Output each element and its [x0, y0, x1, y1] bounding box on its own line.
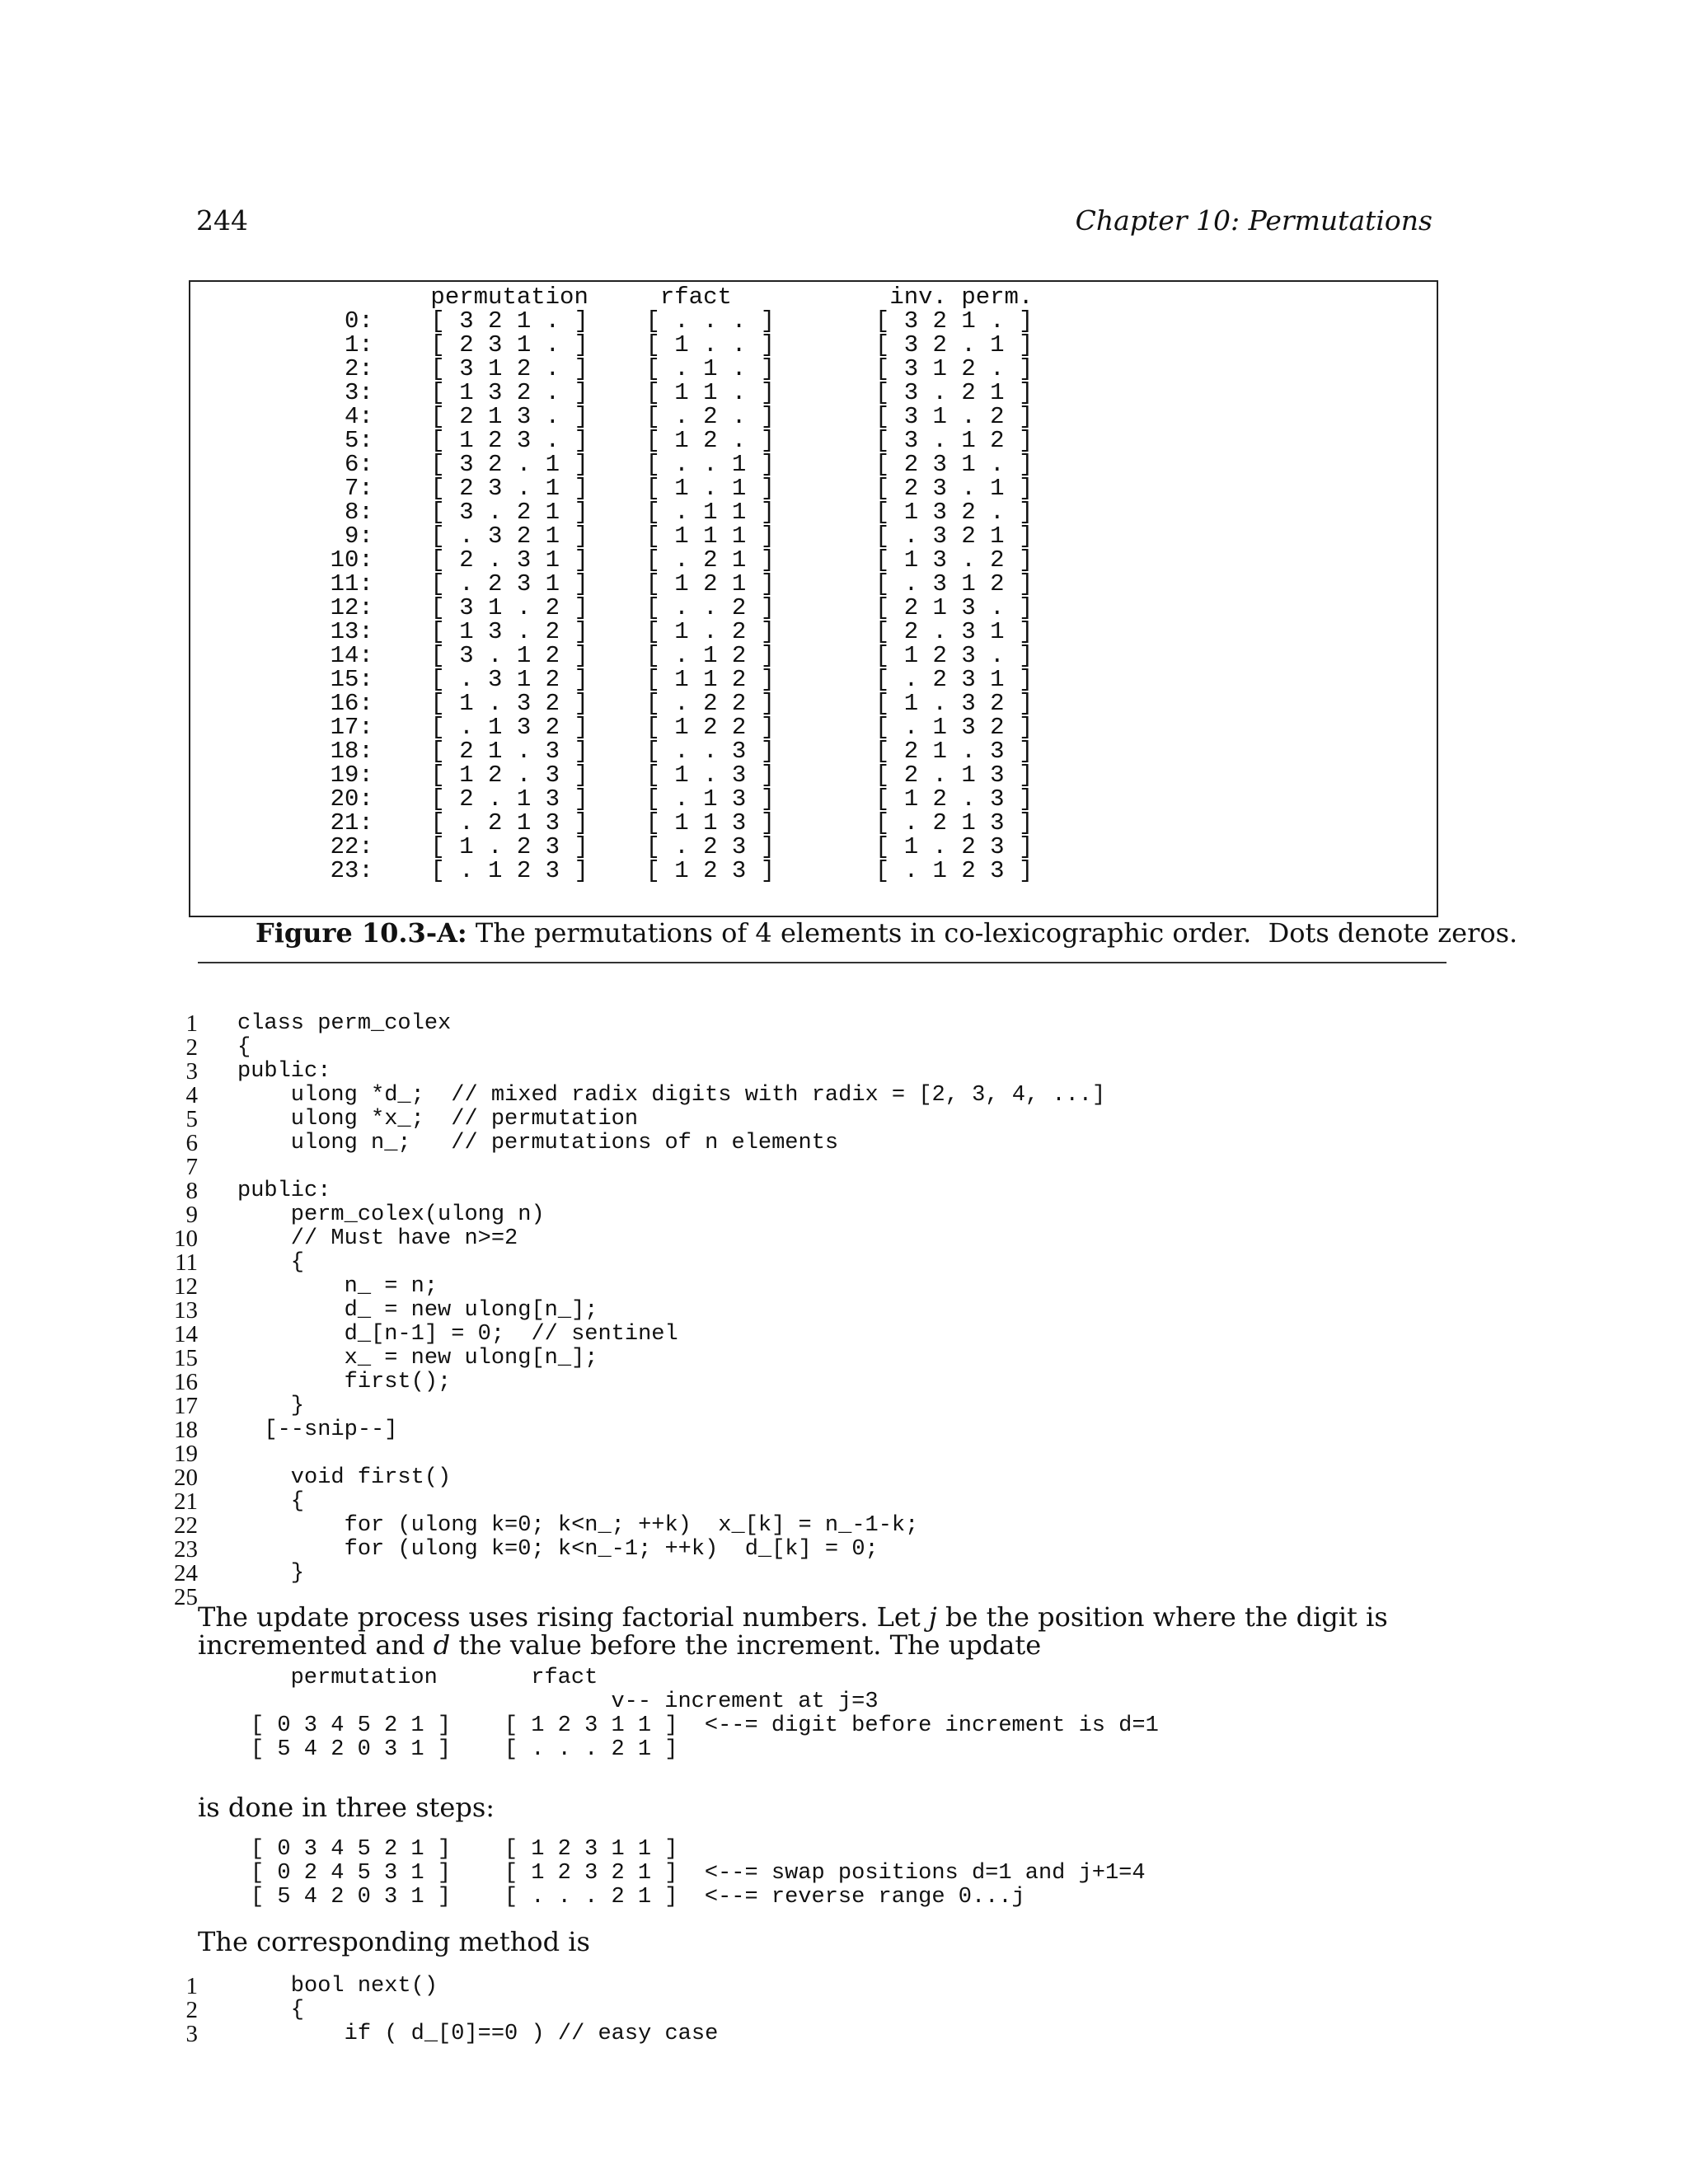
paragraph-three-steps: is done in three steps: — [198, 1792, 495, 1823]
figure-caption — [256, 917, 1517, 949]
line-number: 2 — [185, 1997, 198, 2023]
code-text: d_ = new ulong[n_]; — [237, 1298, 598, 1323]
line-number: 10 — [174, 1226, 198, 1252]
line-number: 21 — [174, 1488, 198, 1515]
line-number: 2 — [185, 1034, 198, 1061]
line-number: 5 — [185, 1106, 198, 1132]
code-text: void first() — [237, 1465, 452, 1490]
code-text: // Must have n>=2 — [237, 1226, 518, 1251]
line-number: 7 — [185, 1154, 198, 1180]
code-text: first(); — [237, 1370, 452, 1394]
line-number: 3 — [185, 2021, 198, 2047]
update-example-table: permutation rfact v-- increment at j=3 [ 0 3 4 5 2 1 ] [ 1 2 3 1 1 ] <--= digit before increment is d=1 [ 5 4 2 0 3 1 ] [ . . . 2 1 ] — [251, 1666, 1159, 1762]
code-text: x_ = new ulong[n_]; — [237, 1346, 598, 1371]
line-number: 8 — [185, 1178, 198, 1204]
line-number: 18 — [174, 1417, 198, 1443]
code-text: for (ulong k=0; k<n_-1; ++k) d_[k] = 0; — [237, 1537, 879, 1562]
page-number: 244 — [196, 204, 248, 237]
code-text: ulong *x_; // permutation — [237, 1107, 639, 1132]
code-text: n_ = n; — [237, 1274, 438, 1299]
line-number: 20 — [174, 1465, 198, 1491]
line-number: 4 — [185, 1082, 198, 1108]
line-number: 6 — [185, 1130, 198, 1156]
line-number: 22 — [174, 1512, 198, 1539]
line-number: 1 — [185, 1010, 198, 1037]
code-text: perm_colex(ulong n) — [237, 1202, 545, 1227]
paragraph-update-process: The update process uses rising factorial numbers. Let j be the position where the digit is incremented and d the value before the increment. The update — [198, 1601, 1388, 1661]
code-text: { — [237, 1489, 305, 1514]
code-text: bool next() — [237, 1974, 438, 1999]
code-text: public: — [237, 1179, 331, 1203]
line-number: 16 — [174, 1369, 198, 1395]
line-number: 19 — [174, 1441, 198, 1467]
code-text: public: — [237, 1059, 331, 1084]
line-number: 15 — [174, 1345, 198, 1371]
paragraph-method: The corresponding method is — [198, 1926, 590, 1957]
permutation-table: permutation rfact inv. perm. 0: [ 3 2 1 . ] [ . . . ] [ 3 2 1 . ] 1: [ 2 3 1 . ] [ 1 . . ] [ 3 2 . 1 ] 2: [ 3 1 2 . ] [ . 1 . ] [ 3 1 2 . ] 3: [ 1 3 2 . ] [ 1 1 . ] [ 3 . 2 1 ] 4: [ 2 1 3 . ] [ . 2 . ] [ 3 1 . 2 ] 5: [ 1 2 3 . ] [ 1 2 . ] [ 3 . 1 2 ] 6: [ 3 2 . 1 ] [ . . 1 ] [ 2 3 1 . ] 7: [ 2 3 . 1 ] [ 1 . 1 ] [ 2 3 . 1 ] 8: [ 3 . 2 1 ] [ . 1 1 ] [ 1 3 2 . ] 9: [ . 3 2 1 ] [ 1 1 1 ] [ . 3 2 1 ] 10: [ 2 . 3 1 ] [ . 2 1 ] [ 1 3 . 2 ] 11: [ . 2 3 1 ] [ 1 2 1 ] [ . 3 1 2 ] 12: [ 3 1 . 2 ] [ . . 2 ] [ 2 1 3 . ] 13: [ 1 3 . 2 ] [ 1 . 2 ] [ 2 . 3 1 ] 14: [ 3 . 1 2 ] [ . 1 2 ] [ 1 2 3 . ] 15: [ . 3 1 2 ] [ 1 1 2 ] [ . 2 3 1 ] 16: [ 1 . 3 2 ] [ . 2 2 ] [ 1 . 3 2 ] 17: [ . 1 3 2 ] [ 1 2 2 ] [ . 1 3 2 ] 18: [ 2 1 . 3 ] [ . . 3 ] [ 2 1 . 3 ] 19: [ 1 2 . 3 ] [ 1 . 3 ] [ 2 . 1 3 ] 20: [ 2 . 1 3 ] [ . 1 3 ] [ 1 2 . 3 ] 21: [ . 2 1 3 ] [ 1 1 3 ] [ . 2 1 3 ] 22: [ 1 . 2 3 ] [ . 2 3 ] [ 1 . 2 3 ] 23: [ . 1 2 3 ] [ 1 2 3 ] [ . 1 2 3 ] — [330, 284, 1034, 884]
code-text: { — [237, 1998, 305, 2022]
code-text: ulong n_; // permutations of n elements — [237, 1131, 839, 1155]
code-text: } — [237, 1561, 305, 1586]
code-text: ulong *d_; // mixed radix digits with radix = [2, 3, 4, ...] — [237, 1083, 1106, 1108]
line-number: 17 — [174, 1393, 198, 1419]
running-head: Chapter 10: Permutations — [1075, 204, 1432, 237]
figure-frame — [189, 280, 1438, 917]
line-number: 13 — [174, 1297, 198, 1324]
caption-rule — [198, 962, 1447, 963]
line-number: 11 — [175, 1249, 198, 1276]
line-number: 25 — [174, 1584, 198, 1610]
line-number: 23 — [174, 1536, 198, 1563]
line-number: 3 — [185, 1058, 198, 1085]
code-text: { — [237, 1250, 305, 1275]
code-text: for (ulong k=0; k<n_; ++k) x_[k] = n_-1-k; — [237, 1513, 919, 1538]
code-text: [--snip--] — [237, 1418, 398, 1442]
steps-example-table: [ 0 3 4 5 2 1 ] [ 1 2 3 1 1 ] [ 0 2 4 5 3 1 ] [ 1 2 3 2 1 ] <--= swap positions d=1 and j+1=4 [ 5 4 2 0 3 1 ] [ . . . 2 1 ] <--= reverse range 0...j — [251, 1837, 1146, 1910]
line-number: 12 — [174, 1273, 198, 1300]
line-number: 24 — [174, 1560, 198, 1586]
code-text: if ( d_[0]==0 ) // easy case — [237, 2022, 719, 2046]
code-text: d_[n-1] = 0; // sentinel — [237, 1322, 678, 1347]
line-number: 1 — [185, 1973, 198, 1999]
code-text: class perm_colex — [237, 1011, 452, 1036]
caption-label: Figure 10.3-A: — [256, 917, 467, 949]
line-number: 9 — [185, 1202, 198, 1228]
line-number: 14 — [174, 1321, 198, 1347]
code-text: } — [237, 1394, 305, 1418]
caption-text: The permutations of 4 elements in co-lexicographic order. Dots denote zeros. — [467, 917, 1518, 949]
code-text: { — [237, 1035, 251, 1060]
